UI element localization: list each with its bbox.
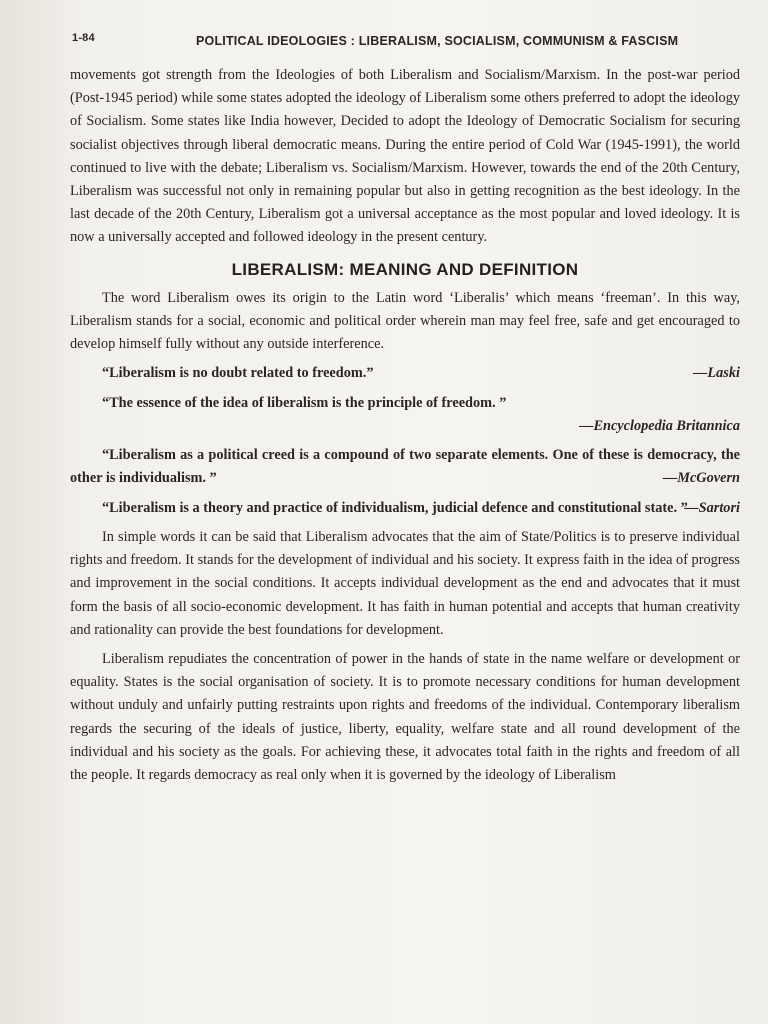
paragraph-repudiates: Liberalism repudiates the concentration of power in the hands of state in the name welfare or development or equality. States is the social organisation of society. It is to promote necessary conditions for human development without unduly and unfairly putting restraints upon rights and freedoms of the individual. Contemporary liberalism regards the securing of the ideals of justice, liberty, equality, welfare state and all round development of the individual and his society as the goals. For achieving these, it advocates total faith in the rights and freedom of all the people. It regards democracy as real only when it is governed by the ideology of Liberalism	[70, 651, 740, 784]
definition-paragraph: The word Liberalism owes its origin to the Latin word ‘Liberalis’ which means ‘freeman’. In this way, Liberalism stands for a social, economic and political order wherein man may feel free, safe and get encouraged to develop himself fully without any outside interference.	[70, 289, 740, 353]
quote-author: —Laski	[693, 365, 740, 382]
page-number: 1-84	[72, 32, 95, 44]
quote-mcgovern	[70, 444, 740, 491]
running-title: POLITICAL IDEOLOGIES : LIBERALISM, SOCIALISM, COMMUNISM & FASCISM	[196, 34, 679, 48]
quote-text: “Liberalism is no doubt related to freedom.”	[102, 365, 374, 382]
section-heading: LIBERALISM: MEANING AND DEFINITION	[231, 259, 579, 279]
intro-paragraph: movements got strength from the Ideologies of both Liberalism and Socialism/Marxism. In the post-war period (Post-1945 period) while some states adopted the ideology of Liberalism some others preferred to adopt the ideology of Socialism. Some states like India however, Decided to adopt the Ideology of Democratic Socialism for securing socialist objectives through liberal democratic means. During the entire period of Cold War (1945-1991), the world continued to live with the debate; Liberalism vs. Socialism/Marxism. However, towards the end of the 20th Century, Liberalism was successful not only in remaining popular but also in getting recognition as the best ideology. In the last decade of the 20th Century, Liberalism got a universal acceptance as the most popular and loved ideology. It is now a universally accepted and followed ideology in the present century.	[70, 67, 740, 246]
quote-text: “Liberalism as a political creed is a compound of two separate elements. One of these is democracy, the other is individualism. ”	[70, 447, 740, 487]
quote-text: “The essence of the idea of liberalism is the principle of freedom. ”	[102, 394, 507, 411]
quote-author: —Encyclopedia Britannica	[579, 417, 740, 434]
quote-author: —McGovern	[662, 470, 740, 487]
page-body	[70, 64, 740, 787]
quote-author: —Sartori	[684, 499, 740, 516]
quote-text: “Liberalism is a theory and practice of individualism, judicial defence and constitutional state. ”	[102, 499, 688, 516]
quote-sartori	[70, 497, 740, 520]
paragraph-simple-words: In simple words it can be said that Liberalism advocates that the aim of State/Politics is to preserve individual rights and freedom. It stands for the development of individual and his society. It express faith in the idea of progress and improvement in the social conditions. It accepts individual development as the end and advocates that it must form the basis of all socio-economic development. It has faith in human potential and accepts that human creativity and rationality can provide the best foundations for development.	[70, 529, 740, 638]
quote-britannica	[70, 392, 740, 438]
quote-laski	[70, 362, 740, 385]
